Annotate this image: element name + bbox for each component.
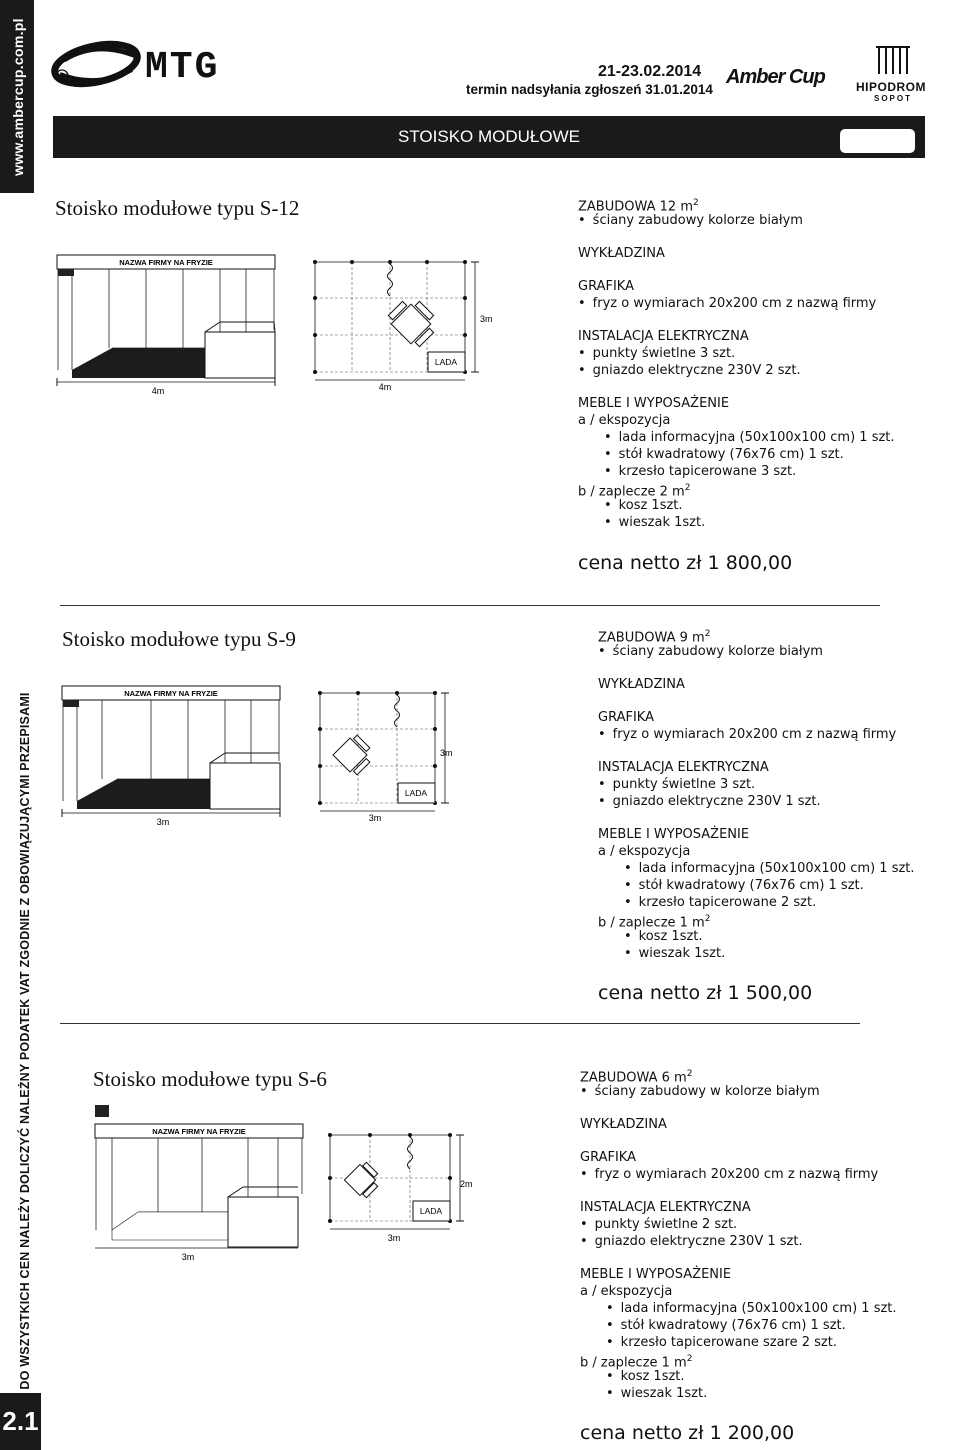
stand-perspective-s6 [88, 1102, 328, 1267]
zabudowa-heading: ZABUDOWA 6 m [580, 1070, 687, 1086]
backroom-superscript: 2 [704, 914, 711, 924]
svg-text:LADA: LADA [404, 788, 428, 798]
spec-lights: • punkty świetlne 3 szt. [578, 345, 895, 362]
vat-note: DO WSZYSTKICH CEN NALEŻY DOLICZYĆ NALEŻNY PODATEK VAT ZGODNIE Z OBOWIĄZUJĄCYMI PRZEPISAMI [18, 692, 32, 1390]
spec-list-s12 [578, 195, 895, 531]
spec-chairs: • krzesło tapicerowane 2 szt. [598, 894, 915, 911]
spec-bin: • kosz 1szt. [578, 497, 895, 514]
svg-text:2m: 2m [460, 1179, 473, 1189]
stand-perspective-s12 [50, 252, 290, 402]
spec-lights: • punkty świetlne 3 szt. [598, 776, 915, 793]
svg-text:4m: 4m [151, 386, 165, 396]
section-divider [60, 1023, 860, 1024]
stand-plan-s6 [320, 1125, 510, 1255]
spec-list-s6 [580, 1066, 897, 1402]
svg-text:3m: 3m [480, 314, 493, 324]
spec-counter: • lada informacyjna (50x100x100 cm) 1 szt. [598, 860, 915, 877]
stand-title-s12: Stoisko modułowe typu S-12 [55, 196, 300, 220]
backroom-superscript: 2 [684, 483, 691, 493]
svg-text:3m: 3m [368, 813, 382, 823]
meble-heading: MEBLE I WYPOSAŻENIE [598, 827, 750, 842]
wykladzina-heading: WYKŁADZINA [578, 246, 665, 261]
spec-socket: • gniazdo elektryczne 230V 2 szt. [578, 362, 895, 379]
svg-text:3m: 3m [181, 1252, 195, 1262]
website-url[interactable]: www.ambercup.com.pl [10, 18, 26, 176]
spec-walls: • ściany zabudowy kolorze białym [598, 643, 915, 660]
spec-table: • stół kwadratowy (76x76 cm) 1 szt. [580, 1317, 897, 1334]
spec-frieze: • fryz o wymiarach 20x200 cm z nazwą firmy [580, 1166, 897, 1183]
amber-cup-logo: Amber Cup [726, 66, 825, 88]
spec-walls: • ściany zabudowy kolorze białym [578, 212, 895, 229]
spec-hanger: • wieszak 1szt. [598, 945, 915, 962]
svg-text:NAZWA FIRMY NA FRYZIE: NAZWA FIRMY NA FRYZIE [119, 258, 213, 267]
expo-subheading: a / ekspozycja [598, 844, 691, 859]
expo-subheading: a / ekspozycja [578, 413, 671, 428]
page-title: STOISKO MODUŁOWE [398, 127, 580, 146]
grafika-heading: GRAFIKA [578, 279, 634, 294]
expo-subheading: a / ekspozycja [580, 1284, 673, 1299]
price-s9: cena netto zł 1 500,00 [598, 982, 813, 1004]
spec-bin: • kosz 1szt. [580, 1368, 897, 1385]
spec-counter: • lada informacyjna (50x100x100 cm) 1 szt. [578, 429, 895, 446]
spec-chairs: • krzesło tapicerowane 3 szt. [578, 463, 895, 480]
meble-heading: MEBLE I WYPOSAŻENIE [580, 1267, 732, 1282]
instalacja-heading: INSTALACJA ELEKTRYCZNA [580, 1200, 751, 1215]
wykladzina-heading: WYKŁADZINA [580, 1117, 667, 1132]
stand-perspective-s9 [55, 683, 295, 833]
stand-title-s6: Stoisko modułowe typu S-6 [93, 1067, 327, 1091]
instalacja-heading: INSTALACJA ELEKTRYCZNA [598, 760, 769, 775]
backroom-superscript: 2 [686, 1354, 693, 1364]
hipodrom-logo: HIPODROM [856, 80, 926, 94]
spec-counter: • lada informacyjna (50x100x100 cm) 1 szt. [580, 1300, 897, 1317]
spec-socket: • gniazdo elektryczne 230V 1 szt. [598, 793, 915, 810]
area-superscript: 2 [704, 629, 711, 639]
spec-table: • stół kwadratowy (76x76 cm) 1 szt. [578, 446, 895, 463]
stand-plan-s9 [305, 683, 505, 833]
spec-hanger: • wieszak 1szt. [580, 1385, 897, 1402]
zabudowa-heading: ZABUDOWA 9 m [598, 630, 705, 646]
svg-text:®: ® [59, 73, 65, 82]
svg-text:3m: 3m [387, 1233, 401, 1243]
application-deadline: termin nadsyłania zgłoszeń 31.01.2014 [466, 82, 713, 97]
hipodrom-columns-icon [876, 44, 910, 76]
section-divider [60, 605, 880, 606]
stand-title-s9: Stoisko modułowe typu S-9 [62, 627, 296, 651]
svg-text:4m: 4m [378, 382, 392, 392]
grafika-heading: GRAFIKA [580, 1150, 636, 1165]
area-superscript: 2 [686, 1069, 693, 1079]
stand-plan-s12 [305, 252, 505, 402]
spec-chairs: • krzesło tapicerowane szare 2 szt. [580, 1334, 897, 1351]
title-bar-box [840, 129, 915, 153]
spec-hanger: • wieszak 1szt. [578, 514, 895, 531]
spec-frieze: • fryz o wymiarach 20x200 cm z nazwą firmy [598, 726, 915, 743]
backroom-subheading: b / zaplecze 1 m [580, 1355, 687, 1371]
price-s12: cena netto zł 1 800,00 [578, 552, 793, 574]
grafika-heading: GRAFIKA [598, 710, 654, 725]
svg-text:LADA: LADA [434, 357, 458, 367]
hipodrom-city: SOPOT [874, 94, 913, 103]
spec-lights: • punkty świetlne 2 szt. [580, 1216, 897, 1233]
meble-heading: MEBLE I WYPOSAŻENIE [578, 396, 730, 411]
instalacja-heading: INSTALACJA ELEKTRYCZNA [578, 329, 749, 344]
svg-text:3m: 3m [156, 817, 170, 827]
spec-table: • stół kwadratowy (76x76 cm) 1 szt. [598, 877, 915, 894]
svg-text:LADA: LADA [419, 1206, 443, 1216]
spec-bin: • kosz 1szt. [598, 928, 915, 945]
brand-name: MTG [145, 46, 220, 89]
spec-walls: • ściany zabudowy w kolorze białym [580, 1083, 897, 1100]
svg-text:3m: 3m [440, 748, 453, 758]
spec-socket: • gniazdo elektryczne 230V 1 szt. [580, 1233, 897, 1250]
svg-text:NAZWA FIRMY NA FRYZIE: NAZWA FIRMY NA FRYZIE [152, 1127, 246, 1136]
mtg-logo-icon [50, 34, 146, 96]
wykladzina-heading: WYKŁADZINA [598, 677, 685, 692]
price-s6: cena netto zł 1 200,00 [580, 1422, 795, 1444]
zabudowa-heading: ZABUDOWA 12 m [578, 199, 693, 215]
spec-list-s9 [598, 626, 915, 962]
page-number: 2.1 [0, 1393, 41, 1450]
backroom-subheading: b / zaplecze 1 m [598, 915, 705, 931]
event-dates: 21-23.02.2014 [598, 63, 702, 80]
backroom-subheading: b / zaplecze 2 m [578, 484, 685, 500]
svg-text:NAZWA FIRMY NA FRYZIE: NAZWA FIRMY NA FRYZIE [124, 689, 218, 698]
area-superscript: 2 [692, 198, 699, 208]
spec-frieze: • fryz o wymiarach 20x200 cm z nazwą firmy [578, 295, 895, 312]
